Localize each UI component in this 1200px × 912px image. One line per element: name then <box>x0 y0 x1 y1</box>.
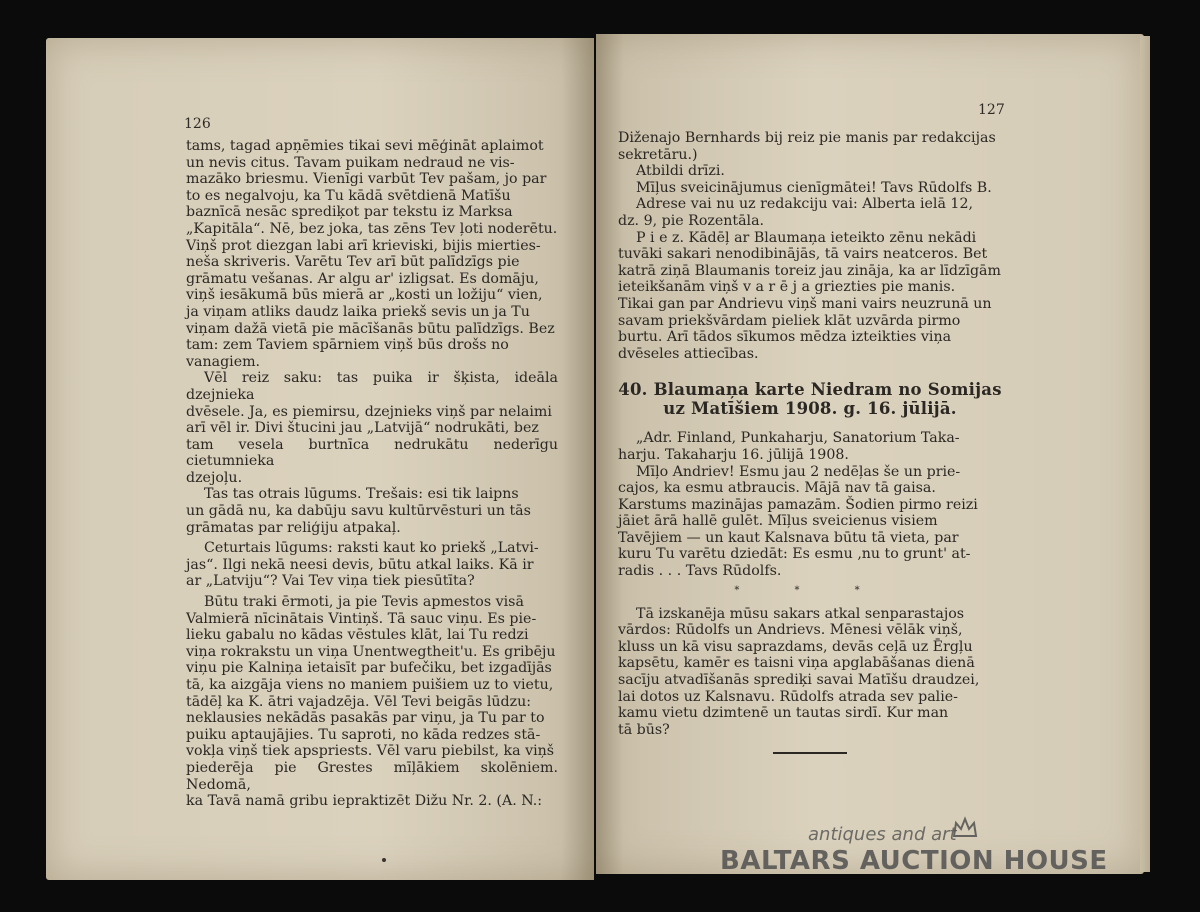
text-line: ka Tavā namā gribu iepraktizēt Dižu Nr. 2. (A. N.: <box>186 793 543 810</box>
text-line: Tavējiem — un kaut Kalsnava būtu tā vieta, par <box>618 529 959 546</box>
text-line: dvēseles attiecības. <box>618 345 759 362</box>
text-line: Mīļus sveicinājumus cienīgmātei! Tavs Rūdolfs B. <box>636 179 992 196</box>
text-line: viņam dažā vietā pie mācīšanās būtu palīdzīgs. Bez <box>186 320 555 337</box>
text-line: to es negalvoju, ka Tu kādā svētdienā Matīšu <box>186 187 511 204</box>
page-edge <box>1140 36 1150 872</box>
end-rule <box>773 752 847 754</box>
page-number-right: 127 <box>978 102 1005 118</box>
final-paragraph <box>618 606 1002 739</box>
text-line: sacīju atvadīšanās sprediķi savai Matīšu draudzei, <box>618 672 980 689</box>
text-line: sekretāru.) <box>618 146 698 163</box>
text-line: savam priekšvārdam pieliek klāt uzvārda pirmo <box>618 312 961 329</box>
text-line: dvēsele. Ja, es piemirsu, dzejnieks viņš par nelaimi <box>186 403 552 420</box>
text-line: un nevis citus. Tavam puikam nedraud ne vis- <box>186 154 515 171</box>
watermark-tagline: antiques and art <box>808 824 957 845</box>
text-line: kuru Tu varētu dziedāt: Es esmu ‚nu to grunt' at- <box>618 546 971 563</box>
text-line: baznīcā nesāc sprediķot par tekstu iz Marksa <box>186 204 513 221</box>
section-number: 40. <box>618 380 648 400</box>
watermark-name: BALTARS AUCTION HOUSE <box>720 846 1108 876</box>
note-paragraph <box>618 230 1002 363</box>
left-page <box>46 38 594 880</box>
text-line: Mīļo Andriev! Esmu jau 2 nedēļas še un prie- <box>636 463 961 480</box>
text-line: tam vesela burtnīca nedrukātu nederīgu cietumnieka <box>186 436 558 470</box>
paragraph-5 <box>186 594 558 810</box>
text-line: Valmierā nīcinātais Vintiņš. Tā sauc viņu. Es pie- <box>186 610 537 627</box>
right-page <box>596 34 1144 874</box>
page-mark <box>382 858 386 862</box>
text-line: arī vēl ir. Divi štucini jau „Latvijā“ nodrukāti, bez <box>186 420 539 437</box>
text-line: burtu. Arī tādos sīkumos mēdza izteikties viņa <box>618 329 952 346</box>
text-line: vārdos: Rūdolfs un Andrievs. Mēnesi vēlāk viņš, <box>618 622 963 639</box>
section-heading <box>618 380 1002 418</box>
text-line: viņu pie Kalniņa ietaisīt par bufečiku, bet izgadījās <box>186 660 552 677</box>
text-line: harju. Takaharju 16. jūlijā 1908. <box>618 446 849 463</box>
text-line: tādēļ ka K. ātri vajadzēja. Vēl Tevi beigās lūdzu: <box>186 693 532 710</box>
text-line: lai dotos uz Kalsnavu. Rūdolfs atrada sev palie- <box>618 688 958 705</box>
paragraph-4 <box>186 540 558 590</box>
text-line: Diženajo Bernhards bij reiz pie manis par redakcijas <box>618 130 996 146</box>
text-line: Vēl reiz saku: tas puika ir šķista, ideāla dzejnieka <box>186 370 558 403</box>
text-line: un gādā nu, ka dabūju savu kultūrvēsturi un tās <box>186 503 531 520</box>
heading-line-2: uz Matīšiem 1908. g. 16. jūlijā. <box>663 399 957 419</box>
text-line: Karstums mazinājas pamazām. Šodien pirmo reizi <box>618 496 978 513</box>
auction-watermark <box>720 824 1120 894</box>
left-page-text <box>186 138 558 810</box>
text-line: Būtu traki ērmoti, ja pie Tevis apmestos visā <box>204 594 524 611</box>
text-line: kluss un kā visu saprazdams, devās ceļā uz Ērgļu <box>618 638 973 655</box>
text-line: ja viņam atliks daudz laika priekš sevis un ja Tu <box>186 303 530 320</box>
text-line: „Adr. Finland, Punkaharju, Sanatorium Taka- <box>636 430 960 447</box>
paragraph-1 <box>186 138 558 370</box>
letter-text <box>618 430 1002 579</box>
text-line: piederēja pie Grestes mīļākiem skolēniem. Nedomā, <box>186 759 558 793</box>
paragraph-3 <box>186 486 558 536</box>
text-line: jas“. Ilgi nekā neesi devis, būtu atkal laiks. Kā ir <box>186 556 534 573</box>
text-line: mazākо briesmu. Vienīgi varbūt Tev pašam, jo par <box>186 171 547 188</box>
text-line: grāmatu vešanas. Ar algu ar' izligsat. Es domāju, <box>186 270 539 287</box>
text-line: vanagiem. <box>186 353 261 370</box>
text-line: tam: zem Taviem spārniem viņš būs drošs no <box>186 337 509 354</box>
text-line: kamu vietu dzimtenē un tautas sirdī. Kur man <box>618 705 949 722</box>
text-line: tuvāki sakari nenodibinājās, tā vairs neatceros. Bet <box>618 246 988 263</box>
section-divider-stars: * * * <box>734 584 886 596</box>
text-line: Tas tas otrais lūgums. Trešais: esi tik laipns <box>204 486 519 503</box>
text-line: vokļa viņš tiek apspriests. Vēl varu piebilst, ka viņš <box>186 743 555 760</box>
text-line: lieku gabalu no kādas vēstules klāt, lai Tu redzi <box>186 627 529 644</box>
text-line: Tikai gan par Andrievu viņš mani vairs neuzrunā un <box>618 295 992 312</box>
text-line: neša skriveris. Varētu Tev arī būt palīdzīgs pie <box>186 254 520 271</box>
crown-icon <box>952 816 978 838</box>
text-line: dz. 9, pie Rozentāla. <box>618 212 765 229</box>
text-line: tams, tagad apņēmies tikai sevi mēģināt aplaimot <box>186 138 544 154</box>
text-line: puiku aptaujājies. Tu saproti, no kāda redzes stā- <box>186 726 541 743</box>
text-line: radis . . . Tavs Rūdolfs. <box>618 563 782 580</box>
text-line: neklausies nekādās pasakās par viņu, ja Tu par to <box>186 710 545 727</box>
text-line: P i e z. Kādēļ ar Blaumaņa ieteikto zēnu nekādi <box>636 229 977 246</box>
text-line: Atbildi drīzi. <box>636 163 725 180</box>
paragraph-2 <box>186 370 558 486</box>
text-line: tā būs? <box>618 721 670 738</box>
text-line: katrā ziņā Blaumanis toreiz jau zināja, ka ar līdzīgām <box>618 262 1001 279</box>
text-line: ieteikšanām viņš v a r ē j a griezties pie manis. <box>618 279 956 296</box>
text-line: Adrese vai nu uz redakciju vai: Alberta ielā 12, <box>636 196 973 213</box>
page-number-left: 126 <box>184 116 211 132</box>
text-line: Viņš prot diezgan labi arī krieviski, bijis mierties- <box>186 237 541 254</box>
text-line: ar „Latviju“? Vai Tev viņa tiek piesūtīta? <box>186 573 475 590</box>
text-line: jāiet ārā hallē gulēt. Mīļus sveicienus visiem <box>618 513 938 530</box>
text-line: kapsētu, kamēr es taisni viņa apglabāšanas dienā <box>618 655 975 672</box>
text-line: viņš iesākumā būs mierā ar „kosti un ložiju“ vien, <box>186 287 543 304</box>
text-line: dzejoļu. <box>186 469 243 486</box>
right-page-text <box>618 130 1002 754</box>
text-line: tā, ka aizgāja viens no maniem puišiem uz to vietu, <box>186 677 554 693</box>
text-line: viņa rokrakstu un viņa Unentwegtheit'u. Es gribēju <box>186 643 556 660</box>
text-line: grāmatas par reliģiju atpakaļ. <box>186 519 401 536</box>
text-line: „Kapitāla“. Nē, bez joka, tas zēns Tev ļoti noderētu. <box>186 220 558 237</box>
heading-line-1: Blaumaņa karte Niedram no Somijas <box>653 380 1002 400</box>
text-line: Ceturtais lūgums: raksti kaut ko priekš „Latvi- <box>204 540 539 557</box>
text-line: cajos, ka esmu atbraucis. Mājā nav tā gaisa. <box>618 480 936 497</box>
text-line: Tā izskanēja mūsu sakars atkal senparastajos <box>636 605 965 622</box>
